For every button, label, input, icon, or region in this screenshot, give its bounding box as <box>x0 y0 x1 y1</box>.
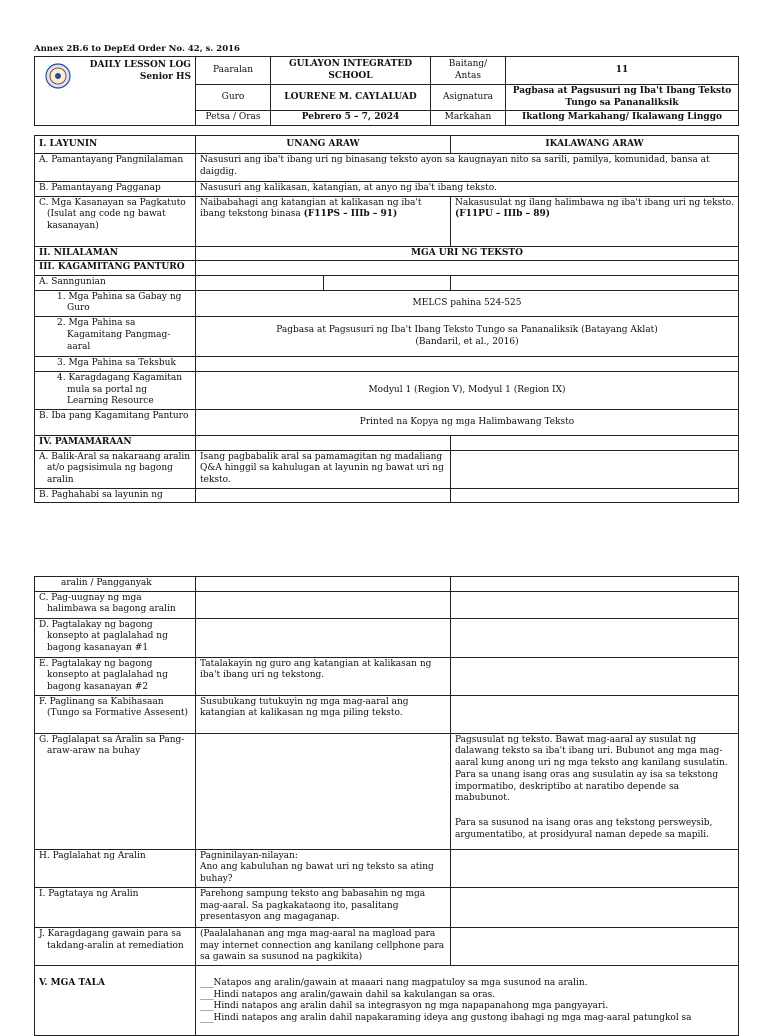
pb-cont-label: aralin / Pangganyak <box>35 577 196 592</box>
ib-value: Printed na Kopya ng mga Halimbawang Teksto <box>196 409 739 435</box>
c-day2: Nakasusulat ng ilang halimbawa ng iba't ibang uri ng teksto. (F11PU – IIIb – 89) <box>451 196 739 246</box>
pj-value: (Paalalahanan ang mga mag-aaral na magload para may internet connection ang kanilang cellphone para sa gawain sa susunod na pagkikita) <box>196 927 451 965</box>
b-value: Nasusuri ang kalikasan, katangian, at anyo ng iba't ibang teksto. <box>196 182 739 197</box>
ph-label: H. Paglalahat ng Aralin <box>35 849 196 887</box>
ib-label: B. Iba pang Kagamitang Panturo <box>35 409 196 435</box>
lesson-table-page2 <box>34 576 739 1036</box>
dll-subtitle: Senior HS <box>139 71 191 82</box>
asignatura-value: Pagbasa at Pagsusuri ng Iba't Ibang Teksto Tungo sa Pananaliksik <box>506 85 739 111</box>
s3-value <box>196 357 739 372</box>
annex-label: Annex 2B.6 to DepEd Order No. 42, s. 2016 <box>34 44 240 54</box>
s4-value: Modyul 1 (Region V), Modyul 1 (Region IX) <box>196 371 739 409</box>
c-label: C. Mga Kasanayan sa Pagkatuto (Isulat ang code ng bawat kasanayan) <box>35 196 196 246</box>
markahan-value: Ikatlong Markahang/ Ikalawang Linggo <box>506 111 739 126</box>
pa-value: Isang pagbabalik aral sa pamamagitan ng madaliang Q&A hinggil sa kahulugan at layunin ng bawat uri ng teksto. <box>196 450 451 488</box>
tala-item: ___Hindi natapos ang aralin dahil napakaraming ideya ang gustong ibahagi ng mga mag-aaral patungkol sa <box>200 1012 692 1023</box>
pamamaraan-blank-1 <box>196 435 451 450</box>
pamamaraan-blank-2 <box>451 435 739 450</box>
pe-value: Tatalakayin ng guro ang katangian at kalikasan ng iba't ibang uri ng tekstong. <box>196 657 451 695</box>
baitang-label: Baitang/ Antas <box>431 57 506 85</box>
pf-day2 <box>451 695 739 733</box>
guro-label: Guro <box>196 85 271 111</box>
kagamitan-heading: III. KAGAMITANG PANTURO <box>35 261 196 276</box>
pj-label: J. Karagdagang gawain para sa takdang-aralin at remediation <box>35 927 196 965</box>
pb-day2 <box>451 488 739 503</box>
pc-day2 <box>451 591 739 618</box>
sanggunian-blank-2 <box>324 276 451 291</box>
dll-title: DAILY LESSON LOG <box>89 60 191 70</box>
pb-label: B. Paghahabi sa layunin ng <box>35 488 196 503</box>
pg-value: Pagsusulat ng teksto. Bawat mag-aaral ay susulat ng dalawang teksto sa iba't ibang uri. Bubunot ang mga mag-aaral kung anong uri ng mga teksto ang kanilang susulatin. Para sa unang isang oras ang susulatin ay isa sa tekstong impormatibo, deskriptibo at naratibo depende sa mabubunot. Para sa susunod na isang oras ang tekstong persweysib, argumentatibo, at prosidyural naman depede sa mapili. <box>451 733 739 849</box>
pa-day2 <box>451 450 739 488</box>
pg-day1 <box>196 733 451 849</box>
deped-seal-icon <box>45 63 71 89</box>
markahan-label: Markahan <box>431 111 506 126</box>
unang-araw-heading: UNANG ARAW <box>196 136 451 154</box>
a-value: Nasusuri ang iba't ibang uri ng binasang teksto ayon sa kaugnayan nito sa sarili, pamilya, komunidad, bansa at daigdig. <box>196 154 739 182</box>
pi-label: I. Pagtataya ng Aralin <box>35 887 196 927</box>
a-label: A. Pamantayang Pangnilalaman <box>35 154 196 182</box>
tala-item: ___Hindi natapos ang aralin dahil sa integrasyon ng mga napapanahong mga pangyayari. <box>200 1001 609 1012</box>
s3-label: 3. Mga Pahina sa Teksbuk <box>35 357 196 372</box>
pa-label: A. Balik-Aral sa nakaraang aralin at/o pagsisimula ng bagong aralin <box>35 450 196 488</box>
baitang-value: 11 <box>506 57 739 85</box>
asignatura-label: Asignatura <box>431 85 506 111</box>
pb-cont-day1 <box>196 577 451 592</box>
layunin-heading: I. LAYUNIN <box>35 136 196 154</box>
paaralan-value: GULAYON INTEGRATED SCHOOL <box>271 57 431 85</box>
petsa-label: Petsa / Oras <box>196 111 271 126</box>
paaralan-label: Paaralan <box>196 57 271 85</box>
c-day1: Naibabahagi ang katangian at kalikasan ng iba't ibang tekstong binasa (F11PS – IIIb – 91) <box>196 196 451 246</box>
pf-label: F. Paglinang sa Kabihasaan (Tungo sa Formative Assesent) <box>35 695 196 733</box>
pe-day2 <box>451 657 739 695</box>
petsa-value: Pebrero 5 – 7, 2024 <box>271 111 431 126</box>
pd-day2 <box>451 618 739 657</box>
nilalaman-value: MGA URI NG TEKSTO <box>196 246 739 261</box>
logo-title-cell <box>35 57 196 126</box>
pd-day1 <box>196 618 451 657</box>
c-day2-code: (F11PU – IIIb – 89) <box>455 209 551 220</box>
pd-label: D. Pagtalakay ng bagong konsepto at paglalahad ng bagong kasanayan #1 <box>35 618 196 657</box>
tala-item: ___Hindi natapos ang aralin/gawain dahil sa kakulangan sa oras. <box>200 989 496 1000</box>
pj-day2 <box>451 927 739 965</box>
pc-day1 <box>196 591 451 618</box>
pf-value: Susubukang tutukuyin ng mga mag-aaral ang katangian at kalikasan ng mga piling teksto. <box>196 695 451 733</box>
pc-label: C. Pag-uugnay ng mga halimbawa sa bagong aralin <box>35 591 196 618</box>
tala-heading: V. MGA TALA <box>35 965 196 1035</box>
pb-cont-day2 <box>451 577 739 592</box>
header-table <box>34 56 739 126</box>
s1-value: MELCS pahina 524-525 <box>196 290 739 316</box>
tala-list <box>196 965 739 1035</box>
s2-label: 2. Mga Pahina sa Kagamitang Pangmag-aaral <box>35 317 196 357</box>
s4-label: 4. Karagdagang Kagamitan mula sa portal ng Learning Resource <box>35 371 196 409</box>
b-label: B. Pamantayang Pagganap <box>35 182 196 197</box>
pi-value: Parehong sampung teksto ang babasahin ng mga mag-aaral. Sa pagkakataong ito, pasalitang presentasyon ang magaganap. <box>196 887 451 927</box>
nilalaman-heading: II. NILALAMAN <box>35 246 196 261</box>
pe-label: E. Pagtalakay ng bagong konsepto at paglalahad ng bagong kasanayan #2 <box>35 657 196 695</box>
pg-label: G. Paglalapat sa Aralin sa Pang-araw-araw na buhay <box>35 733 196 849</box>
ph-day2 <box>451 849 739 887</box>
sanggunian-blank-1 <box>196 276 324 291</box>
ph-value: Pagninilayan-nilayan: Ano ang kabuluhan ng bawat uri ng teksto sa ating buhay? <box>196 849 451 887</box>
c-day1-code: (F11PS – IIIb – 91) <box>303 209 398 220</box>
kagamitan-blank <box>196 261 739 276</box>
guro-value: LOURENE M. CAYLALUAD <box>271 85 431 111</box>
sanggunian-label: A. Sanngunian <box>35 276 196 291</box>
pi-day2 <box>451 887 739 927</box>
pb-day1 <box>196 488 451 503</box>
s2-value: Pagbasa at Pagsusuri ng Iba't Ibang Teksto Tungo sa Pananaliksik (Batayang Aklat) (Bandaril, et al., 2016) <box>196 317 739 357</box>
tala-item: ___Natapos ang aralin/gawain at maaari nang magpatuloy sa mga susunod na aralin. <box>200 977 588 988</box>
ikalawang-araw-heading: IKALAWANG ARAW <box>451 136 739 154</box>
sanggunian-blank-3 <box>451 276 739 291</box>
pamamaraan-heading: IV. PAMAMARAAN <box>35 435 196 450</box>
lesson-table-page1 <box>34 135 739 503</box>
s1-label: 1. Mga Pahina sa Gabay ng Guro <box>35 290 196 316</box>
